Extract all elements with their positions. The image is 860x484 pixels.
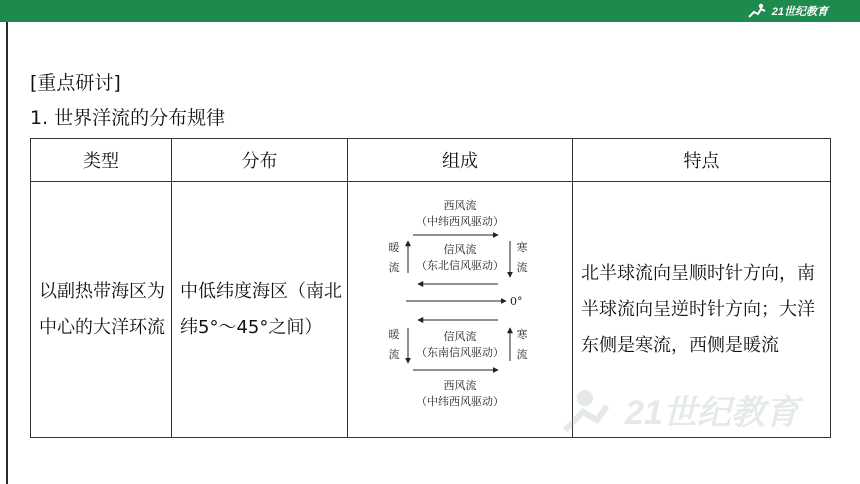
watermark-text: 21世纪教育: [625, 394, 799, 432]
top-cold-label-2: 流: [516, 261, 528, 274]
watermark-logo: [555, 380, 835, 440]
top-warm-label-2: 流: [388, 261, 400, 274]
top-warm-label-1: 暖: [388, 241, 400, 254]
runner-icon: [746, 3, 768, 19]
bottom-westerly-label: 西风流: [443, 379, 477, 392]
bottom-trade-label: 信风流: [443, 330, 477, 343]
bottom-trade-note: （东南信风驱动）: [416, 346, 504, 359]
section-title: [重点研讨]: [30, 72, 121, 94]
current-diagram: [348, 183, 573, 436]
top-westerly-label: 西风流: [443, 199, 477, 212]
top-cold-label-1: 寒: [516, 241, 528, 254]
brand-text: 21世纪教育: [771, 6, 828, 18]
bottom-warm-label-1: 暖: [388, 328, 400, 341]
cell-type: 以副热带海区为中心的大洋环流: [31, 182, 172, 438]
bottom-cold-label-1: 寒: [516, 328, 528, 341]
section-subtitle: 1. 世界洋流的分布规律: [30, 107, 226, 129]
brand-logo: [746, 2, 828, 20]
header-distribution: 分布: [172, 139, 348, 182]
table-header-row: [31, 139, 831, 182]
bottom-warm-label-2: 流: [388, 348, 400, 361]
equator-label: 0°: [510, 295, 523, 308]
top-trade-label: 信风流: [443, 243, 477, 256]
left-divider: [6, 22, 8, 484]
cell-feature: 北半球流向呈顺时针方向，南半球流向呈逆时针方向；大洋东侧是寒流，西侧是暖流: [573, 182, 831, 438]
header-type: 类型: [31, 139, 172, 182]
cell-composition: [348, 182, 573, 438]
top-westerly-note: （中纬西风驱动）: [416, 215, 504, 228]
bottom-westerly-note: （中纬西风驱动）: [416, 395, 504, 408]
header-feature: 特点: [573, 139, 831, 182]
cell-distribution: 中低纬度海区（南北纬5°～45°之间）: [172, 182, 348, 438]
bottom-cold-label-2: 流: [516, 348, 528, 361]
top-banner: [0, 0, 860, 22]
top-trade-note: （东北信风驱动）: [416, 259, 504, 272]
header-composition: 组成: [348, 139, 573, 182]
